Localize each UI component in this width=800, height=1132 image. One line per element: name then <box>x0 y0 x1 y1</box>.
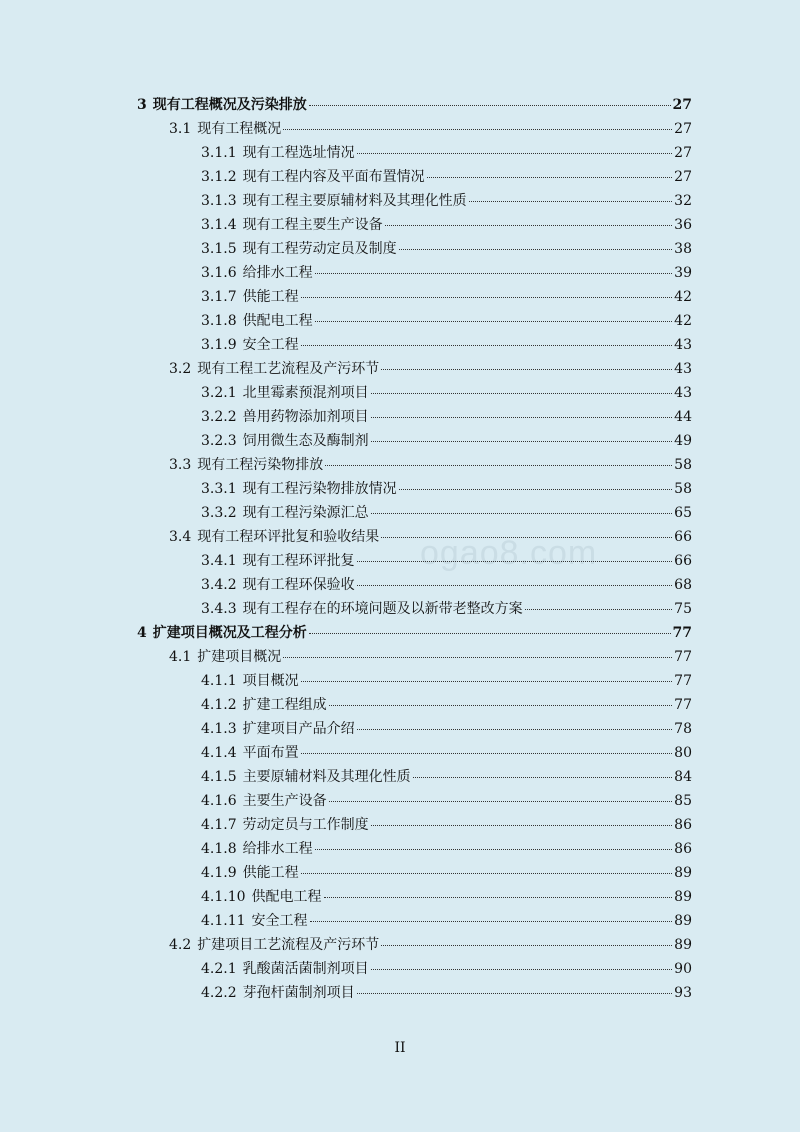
dot-leader <box>329 801 672 802</box>
toc-entry-number: 3.1.6 <box>201 265 237 281</box>
toc-entry-title: 乳酸菌活菌制剂项目 <box>242 961 369 977</box>
toc-entry-page: 42 <box>674 313 692 329</box>
toc-entry-title: 供配电工程 <box>242 313 313 329</box>
toc-entry[interactable] <box>201 789 692 813</box>
toc-entry-page: 89 <box>674 937 692 953</box>
toc-entry-title: 现有工程概况 <box>197 121 282 137</box>
dot-leader <box>427 177 672 178</box>
toc-entry-number: 4.1.3 <box>201 721 237 737</box>
toc-entry-title: 主要原辅材料及其理化性质 <box>242 769 411 785</box>
toc-entry-page: 75 <box>674 601 692 617</box>
toc-entry-title: 给排水工程 <box>242 841 313 857</box>
toc-entry[interactable] <box>201 957 692 981</box>
dot-leader <box>309 105 671 106</box>
toc-entry-number: 3.4.3 <box>201 601 237 617</box>
dot-leader <box>357 561 672 562</box>
toc-entry[interactable] <box>201 549 692 573</box>
toc-entry-page: 89 <box>674 865 692 881</box>
dot-leader <box>371 969 672 970</box>
toc-entry-title: 现有工程主要生产设备 <box>242 217 383 233</box>
toc-entry-number: 3.1.1 <box>201 145 237 161</box>
toc-entry-title: 主要生产设备 <box>242 793 327 809</box>
toc-entry[interactable] <box>201 381 692 405</box>
toc-entry[interactable] <box>201 885 692 909</box>
dot-leader <box>315 273 672 274</box>
toc-entry[interactable] <box>201 237 692 261</box>
toc-entry[interactable] <box>201 597 692 621</box>
toc-entry-title: 北里霉素预混剂项目 <box>242 385 369 401</box>
toc-entry-page: 86 <box>674 817 692 833</box>
dot-leader <box>385 225 672 226</box>
toc-entry-number: 3.2.1 <box>201 385 237 401</box>
toc-entry[interactable] <box>201 813 692 837</box>
dot-leader <box>301 873 672 874</box>
toc-entry-title: 现有工程概况及污染排放 <box>152 97 307 113</box>
toc-entry-page: 27 <box>674 169 692 185</box>
toc-entry[interactable] <box>169 117 692 141</box>
toc-entry-number: 4.1.9 <box>201 865 237 881</box>
toc-entry-title: 给排水工程 <box>242 265 313 281</box>
toc-entry-title: 芽孢杆菌制剂项目 <box>242 985 355 1001</box>
toc-entry-page: 89 <box>674 889 692 905</box>
toc-entry-page: 36 <box>674 217 692 233</box>
toc-entry-title: 饲用微生态及酶制剂 <box>242 433 369 449</box>
toc-entry-number: 4 <box>137 625 147 641</box>
toc-entry[interactable] <box>137 621 692 645</box>
toc-entry-page: 78 <box>674 721 692 737</box>
dot-leader <box>301 753 672 754</box>
dot-leader <box>469 201 672 202</box>
toc-entry-page: 49 <box>674 433 692 449</box>
toc-entry-title: 安全工程 <box>251 913 308 929</box>
toc-entry[interactable] <box>201 693 692 717</box>
toc-entry-title: 现有工程主要原辅材料及其理化性质 <box>242 193 467 209</box>
toc-entry[interactable] <box>201 717 692 741</box>
toc-entry[interactable] <box>201 261 692 285</box>
toc-entry[interactable] <box>201 741 692 765</box>
toc-entry[interactable] <box>201 141 692 165</box>
toc-entry-page: 89 <box>674 913 692 929</box>
toc-entry[interactable] <box>201 285 692 309</box>
toc-entry[interactable] <box>201 309 692 333</box>
toc-entry-page: 85 <box>674 793 692 809</box>
toc-entry-number: 3.4 <box>169 529 192 545</box>
dot-leader <box>315 849 672 850</box>
toc-entry-number: 4.1.5 <box>201 769 237 785</box>
toc-entry[interactable] <box>201 405 692 429</box>
dot-leader <box>324 897 672 898</box>
dot-leader <box>381 537 672 538</box>
toc-entry[interactable] <box>201 861 692 885</box>
toc-entry-number: 3.2.2 <box>201 409 237 425</box>
toc-entry[interactable] <box>201 477 692 501</box>
toc-entry[interactable] <box>169 933 692 957</box>
dot-leader <box>301 345 672 346</box>
toc-entry-number: 3.2 <box>169 361 192 377</box>
toc-entry-number: 3.1.4 <box>201 217 237 233</box>
toc-entry-number: 4.1.7 <box>201 817 237 833</box>
toc-entry-title: 扩建项目工艺流程及产污环节 <box>197 937 380 953</box>
toc-entry-number: 3.1 <box>169 121 192 137</box>
toc-entry-number: 3.1.3 <box>201 193 237 209</box>
toc-entry-page: 77 <box>672 625 692 641</box>
toc-entry-page: 66 <box>674 553 692 569</box>
dot-leader <box>381 945 672 946</box>
dot-leader <box>357 585 672 586</box>
toc-entry-number: 3.1.9 <box>201 337 237 353</box>
toc-entry-number: 4.1.1 <box>201 673 237 689</box>
toc-entry[interactable] <box>201 189 692 213</box>
dot-leader <box>371 417 672 418</box>
toc-entry-title: 供能工程 <box>242 865 299 881</box>
toc-entry[interactable] <box>169 357 692 381</box>
dot-leader <box>371 393 672 394</box>
toc-entry-title: 扩建项目产品介绍 <box>242 721 355 737</box>
toc-entry[interactable] <box>201 165 692 189</box>
toc-entry-title: 现有工程环评批复 <box>242 553 355 569</box>
toc-entry-page: 93 <box>674 985 692 1001</box>
toc-entry-number: 3.1.8 <box>201 313 237 329</box>
toc-entry-page: 27 <box>674 121 692 137</box>
toc-entry-number: 3.4.2 <box>201 577 237 593</box>
toc-entry-title: 现有工程污染源汇总 <box>242 505 369 521</box>
toc-entry[interactable] <box>201 429 692 453</box>
toc-entry-number: 3.1.7 <box>201 289 237 305</box>
toc-entry-title: 扩建项目概况及工程分析 <box>152 625 307 641</box>
toc-entry[interactable] <box>201 981 692 1005</box>
dot-leader <box>381 369 672 370</box>
dot-leader <box>329 705 672 706</box>
toc-entry-title: 项目概况 <box>242 673 299 689</box>
dot-leader <box>357 729 672 730</box>
toc-entry-page: 80 <box>674 745 692 761</box>
toc-entry-page: 27 <box>674 145 692 161</box>
dot-leader <box>357 153 672 154</box>
toc-entry-title: 现有工程劳动定员及制度 <box>242 241 397 257</box>
toc-entry-title: 安全工程 <box>242 337 299 353</box>
dot-leader <box>309 633 671 634</box>
toc-entry-title: 扩建项目概况 <box>197 649 282 665</box>
toc-entry-page: 43 <box>674 361 692 377</box>
toc-entry-title: 现有工程污染物排放 <box>197 457 324 473</box>
dot-leader <box>301 297 672 298</box>
dot-leader <box>301 681 672 682</box>
dot-leader <box>283 657 672 658</box>
toc-entry-page: 90 <box>674 961 692 977</box>
toc-entry-number: 3.3 <box>169 457 192 473</box>
toc-entry[interactable] <box>201 765 692 789</box>
page-number: II <box>394 1040 406 1056</box>
toc-entry-title: 现有工程环保验收 <box>242 577 355 593</box>
toc-entry-number: 4.2 <box>169 937 192 953</box>
toc-entry-number: 4.1.10 <box>201 889 246 905</box>
toc-entry-title: 劳动定员与工作制度 <box>242 817 369 833</box>
dot-leader <box>283 129 672 130</box>
toc-entry-number: 3.2.3 <box>201 433 237 449</box>
toc-entry-page: 32 <box>674 193 692 209</box>
toc-entry-page: 43 <box>674 337 692 353</box>
toc-entry[interactable] <box>201 909 692 933</box>
toc-entry-title: 供配电工程 <box>251 889 322 905</box>
toc-entry-title: 兽用药物添加剂项目 <box>242 409 369 425</box>
toc-entry-title: 扩建工程组成 <box>242 697 327 713</box>
dot-leader <box>399 489 672 490</box>
toc-entry[interactable] <box>169 453 692 477</box>
dot-leader <box>325 465 672 466</box>
toc-entry-number: 4.1.8 <box>201 841 237 857</box>
dot-leader <box>413 777 672 778</box>
toc-entry-page: 66 <box>674 529 692 545</box>
toc-entry-number: 3.4.1 <box>201 553 237 569</box>
toc-entry[interactable] <box>201 213 692 237</box>
toc-entry-number: 3 <box>137 97 147 113</box>
toc-entry-title: 供能工程 <box>242 289 299 305</box>
toc-entry[interactable] <box>137 93 692 117</box>
toc-entry-page: 43 <box>674 385 692 401</box>
toc-entry[interactable] <box>201 573 692 597</box>
toc-entry-title: 现有工程内容及平面布置情况 <box>242 169 425 185</box>
toc-entry-number: 4.1 <box>169 649 192 665</box>
watermark: ogao8.com <box>420 534 598 572</box>
toc-entry-page: 84 <box>674 769 692 785</box>
toc-entry-page: 58 <box>674 457 692 473</box>
dot-leader <box>525 609 672 610</box>
toc-entry-number: 4.1.2 <box>201 697 237 713</box>
toc-entry-number: 3.1.5 <box>201 241 237 257</box>
toc-entry-number: 4.2.1 <box>201 961 237 977</box>
toc-entry-title: 现有工程污染物排放情况 <box>242 481 397 497</box>
toc-entry-title: 平面布置 <box>242 745 299 761</box>
dot-leader <box>371 513 672 514</box>
toc-entry-page: 77 <box>674 697 692 713</box>
toc-entry-number: 4.1.4 <box>201 745 237 761</box>
toc-entry-number: 3.1.2 <box>201 169 237 185</box>
toc-entry-number: 4.1.11 <box>201 913 246 929</box>
toc-entry-page: 86 <box>674 841 692 857</box>
toc-entry-page: 77 <box>674 673 692 689</box>
dot-leader <box>371 825 672 826</box>
dot-leader <box>371 441 672 442</box>
toc-entry-title: 现有工程选址情况 <box>242 145 355 161</box>
toc-entry-number: 3.3.1 <box>201 481 237 497</box>
dot-leader <box>399 249 672 250</box>
toc-entry-page: 58 <box>674 481 692 497</box>
toc-entry[interactable] <box>201 669 692 693</box>
toc-entry-page: 77 <box>674 649 692 665</box>
toc-entry-page: 68 <box>674 577 692 593</box>
dot-leader <box>310 921 672 922</box>
toc-entry-page: 39 <box>674 265 692 281</box>
toc-entry[interactable] <box>169 525 692 549</box>
dot-leader <box>357 993 672 994</box>
toc-entry-page: 27 <box>672 97 692 113</box>
toc-entry-page: 44 <box>674 409 692 425</box>
dot-leader <box>315 321 672 322</box>
toc-entry-page: 42 <box>674 289 692 305</box>
toc-entry-number: 4.2.2 <box>201 985 237 1001</box>
toc-entry-number: 4.1.6 <box>201 793 237 809</box>
toc-entry[interactable] <box>201 333 692 357</box>
toc-entry-title: 现有工程环评批复和验收结果 <box>197 529 380 545</box>
toc-entry[interactable] <box>201 837 692 861</box>
toc-entry-page: 65 <box>674 505 692 521</box>
toc-entry-page: 38 <box>674 241 692 257</box>
toc-entry[interactable] <box>201 501 692 525</box>
toc-entry-title: 现有工程存在的环境问题及以新带老整改方案 <box>242 601 523 617</box>
toc-entry-number: 3.3.2 <box>201 505 237 521</box>
toc-entry-title: 现有工程工艺流程及产污环节 <box>197 361 380 377</box>
toc-entry[interactable] <box>169 645 692 669</box>
